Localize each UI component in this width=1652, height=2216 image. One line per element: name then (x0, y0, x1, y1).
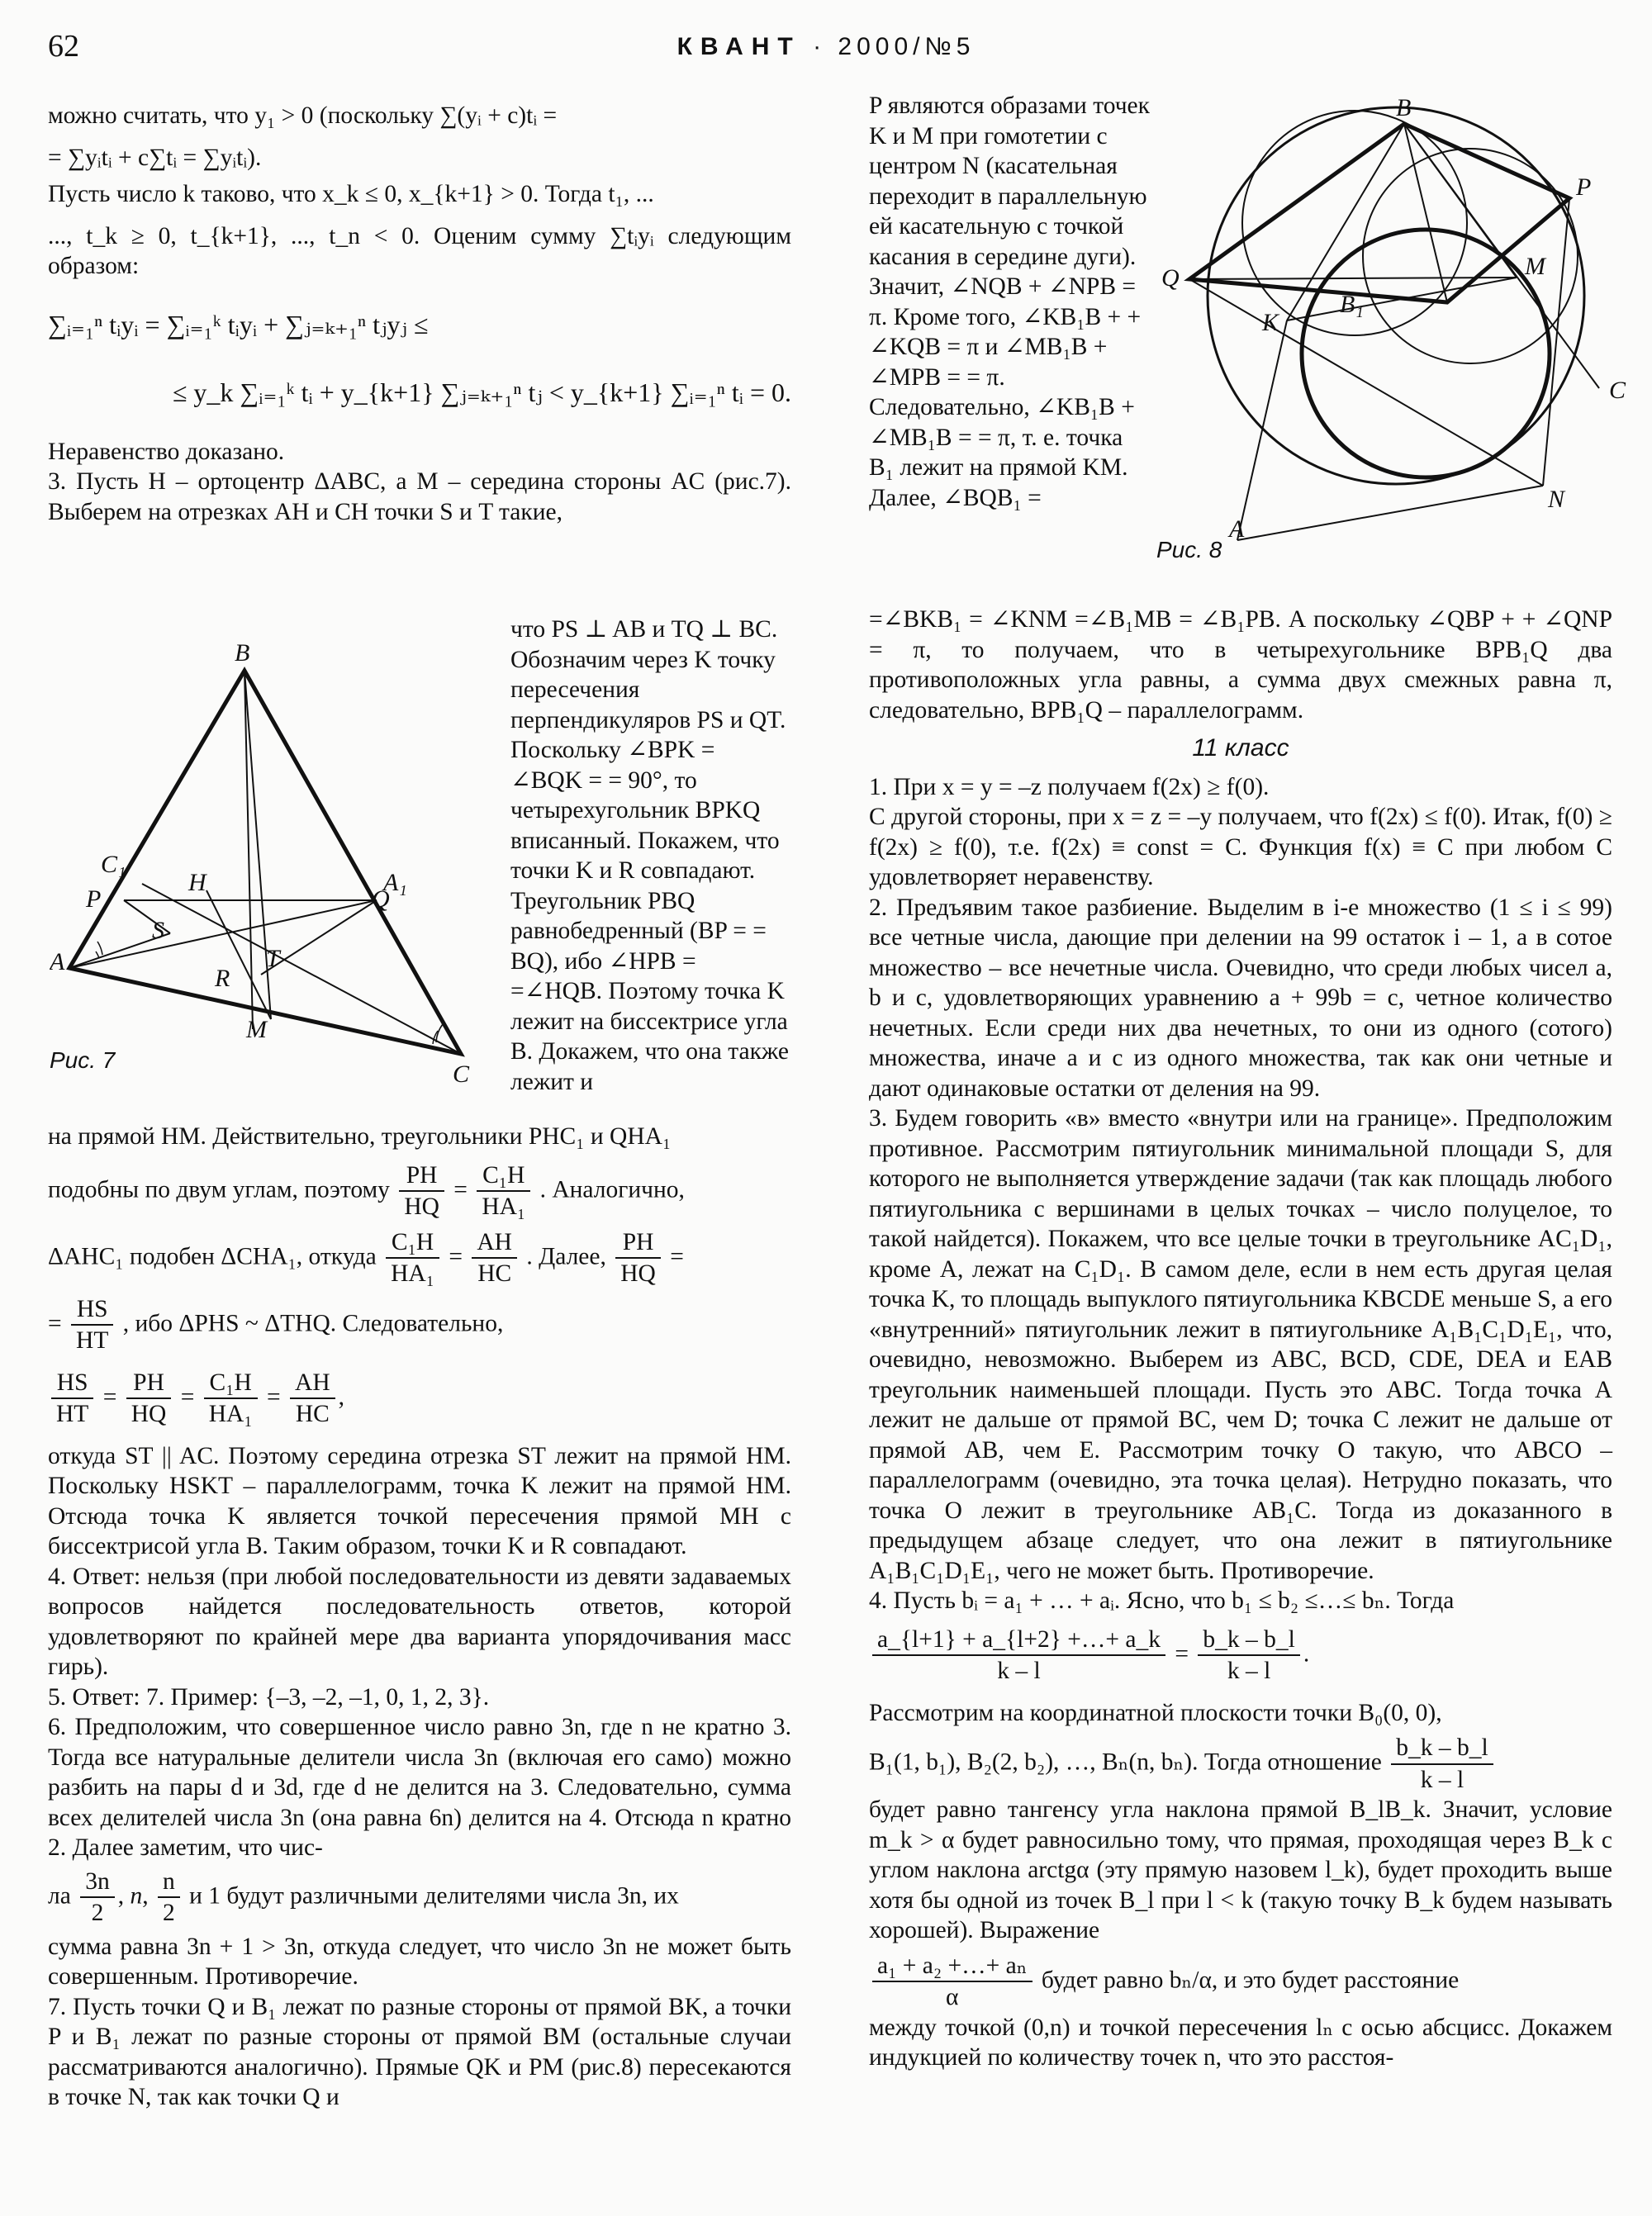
left-wrap-paragraph: что PS ⊥ AB и TQ ⊥ BC. Обозначим через K точку пересечения перпендикуляров PS и QT. Поскольку ∠BPK = ∠BQK = = 90°, то четырехугольник BPKQ вписанный. Покажем, что точки K и R совпадают. Треугольник PBQ равнобедренный (BP = = BQ), ибо ∠HPB = =∠HQB. Поэтому точка K лежит на биссектрисе угла B. Докажем, что она также лежит и (510, 616, 790, 1095)
line-bc (1404, 124, 1599, 388)
left-column (48, 101, 791, 527)
fig7-caption: Рис. 7 (50, 1047, 116, 1073)
ratio-numerator: C₁H (204, 1368, 258, 1400)
equation-ratios: $\frac{HS}{HT}$ = $\frac{PH}{HQ}$ = $\frac{\text{C₁H}}{\text{HA₁}}$ = $\frac{AH}{HC}$ , (48, 1368, 791, 1430)
fig8-caption: Рис. 8 (1156, 537, 1222, 562)
figure-8-circles (1156, 91, 1635, 553)
fraction-denominator: α (946, 1984, 959, 2010)
angle-mark-c2 (436, 1024, 443, 1042)
ratio-3 (204, 1368, 258, 1430)
left-p8-text: подобны по двум углам, поэтому (48, 1175, 390, 1203)
left-paragraph-6: 3. Пусть H – ортоцентр ΔABC, а M – середина стороны AC (рис.7). Выберем на отрезках AH и CH точки S и T такие, (48, 468, 791, 525)
left-p9-text: ΔAHC₁ подобен ΔCHA₁, откуда (48, 1242, 377, 1269)
fig7-label-h: H (188, 869, 206, 896)
left-paragraph-4: ..., t_k ≥ 0, t_{k+1}, ..., t_n < 0. Оценим сумму ∑tᵢyᵢ следующим образом: (48, 222, 791, 279)
fraction-numerator: b_k – b_l (1198, 1625, 1299, 1657)
left-paragraph-3: Пусть число k таково, что x_k ≤ 0, x_{k+1} > 0. Тогда t₁, ... (48, 181, 654, 207)
left-paragraph-12: 4. Ответ: нельзя (при любой последовательности из девяти задаваемых вопросов найдется последовательность ответов, которой удовлетворяют по крайней мере два варианта упорядочивания масс гирь). (48, 1563, 791, 1680)
fraction-c1h-ha1 (477, 1160, 530, 1222)
left-paragraph-9: ΔAHC₁ подобен ΔCHA₁, откуда $\frac{\text{C₁H}}{\text{HA₁}}$ = $\frac{AH}{HC}$ . Далее, $\frac{PH}{HQ}$ = (48, 1227, 791, 1289)
ratio-denominator: HQ (131, 1401, 167, 1427)
right-paragraph-6: 4. Пусть bᵢ = a₁ + … + aᵢ. Ясно, что b₁ ≤ b₂ ≤…≤ bₙ. Тогда (869, 1587, 1455, 1614)
fig8-label-q: Q (1161, 264, 1180, 292)
ratio-denominator: HA₁ (208, 1401, 253, 1427)
fraction-3n-2 (80, 1867, 115, 1929)
journal-issue: · 2000/№5 (813, 33, 976, 60)
left-paragraph-8: подобны по двум углам, поэтому $\frac{PH}{HQ}$ = $\frac{\text{C₁H}}{\text{HA₁}}$ . Аналогично, (48, 1160, 791, 1222)
journal-name: КВАНТ (676, 33, 801, 60)
fig8-label-p: P (1576, 173, 1592, 201)
right-paragraph-11: между точкой (0,n) и точкой пересечения lₙ с осью абсцисс. Докажем индукцией по количеству точек n, что это расстоя- (869, 2014, 1612, 2071)
fraction-numerator: 3n (80, 1867, 115, 1899)
fraction-denominator: 2 (91, 1900, 104, 1926)
line-an (1237, 486, 1543, 540)
fraction-numerator: PH (399, 1160, 444, 1193)
fig7-label-a: A (50, 948, 65, 975)
right-paragraph-10 (869, 1951, 1612, 2013)
ratio-4 (290, 1368, 335, 1430)
right-p8-text: B₁(1, b₁), B₂(2, b₂), …, Bₙ(n, bₙ). Тогда отношение (869, 1749, 1382, 1776)
ratio-numerator: HS (51, 1368, 93, 1400)
right-paragraph-9: будет равно тангенсу угла наклона прямой B_lB_k. Значит, условие m_k > α будет равносильно тому, что прямая, проходящая через B_k с углом наклона arctgα (эту прямую назовем l_k), будет проходить выше хотя бы одной из точек B_l при l < k (такую точку B_k будем называть хорошей). Выражение (869, 1796, 1612, 1943)
angle-mark-a2 (97, 942, 102, 955)
left-paragraph-1: можно считать, что y₁ > 0 (поскольку ∑(yᵢ + c)tᵢ = (48, 102, 558, 129)
fig8-wrap-text (869, 91, 1150, 513)
right-column (869, 605, 1612, 2073)
fig8-label-n: N (1548, 486, 1565, 513)
fraction-hs-ht (71, 1294, 113, 1356)
equation-sum-2: ≤ y_k ∑ᵢ₌₁ᵏ tᵢ + y_{k+1} ∑ⱼ₌ₖ₊₁ⁿ tⱼ < y_{k+1} ∑ᵢ₌₁ⁿ tᵢ = 0. (172, 377, 791, 407)
fraction-denominator: HA₁ (482, 1193, 526, 1220)
fig8-label-k: K (1262, 309, 1279, 336)
left-p8-tail: . Аналогично, (539, 1175, 685, 1203)
left-p15-text: ла (48, 1881, 71, 1909)
equation-sum-1: ∑ᵢ₌₁ⁿ tᵢyᵢ = ∑ᵢ₌₁ᵏ tᵢyᵢ + ∑ⱼ₌ₖ₊₁ⁿ tⱼyⱼ ≤ (48, 309, 429, 339)
ratio-1 (51, 1368, 93, 1430)
fraction-numerator: HS (71, 1294, 113, 1326)
ratio-numerator: AH (290, 1368, 335, 1400)
equation-ratio: $\frac{a\_\{l+1\} + a\_\{l+2\} +\dots+ a\_k}{k - l}$ = $\frac{b\_k - b\_l}{k - l}$ . (869, 1625, 1612, 1687)
right-paragraph-4: 2. Предъявим такое разбиение. Выделим в i-е множество (1 ≤ i ≤ 99) все четные числа, дающие при делении на 99 остаток i – 1, а в сотое множество – все нечетные числа. Очевидно, что среди любых чисел a, b и c, удовлетворяющих уравнению a + 99b = c, четное количество нечетных. Если среди них два нечетных, то они из одного (сотого) множества, иначе a и c из одного множества, так как они четные и дают одинаковые остатки от деления на 99. (869, 894, 1612, 1102)
fraction-c1h-ha1-b (386, 1227, 439, 1289)
left-paragraph-11: откуда ST || AC. Поэтому середина отрезка ST лежит на прямой HM. Поскольку HSKT – параллелограмм, точка K лежит на прямой HM. Отсюда точка K является точкой пересечения прямой MH с биссектрисой угла B. Таким образом, точки K и R совпадают. (48, 1442, 791, 1559)
fraction-denominator: HT (76, 1327, 109, 1354)
right-paragraph-5: 3. Будем говорить «в» вместо «внутри или на границе». Предположим противное. Рассмотрим пятиугольник минимальной площади S, для которого не выполняется утверждение задачи (так как площадь любого пятиугольника с вершинами в целых точках – число полуцелое, то такой найдется). Покажем, что все целые точки в треугольнике AC₁D₁, кроме A, лежат на C₁D₁. В самом деле, если в нем есть другая целая точка K, то площадь выпуклого пятиугольника KBCDE меньше S, а его «внутренний» пятиугольник лежит в пятиугольнике A₁B₁C₁D₁E₁, что, очевидно, невозможно. Выберем из ABC, BCD, CDE, DEA и EAB треугольник наименьшей площади. Пусть это ABC. Тогда точка A лежит не дальше от прямой BC, чем D; точка C лежит не дальше от прямой AB, чем E. Рассмотрим точку O такую, что ABCO – параллелограмм (очевидно, эта точка целая). Нетрудно показать, что точка O лежит в треугольнике AB₁C. Тогда из доказанного в предыдущем абзаце следует, что она лежит в пятиугольнике A₁B₁C₁D₁E₁, чего не может быть. Противоречие. (869, 1105, 1612, 1584)
left-paragraph-14: 6. Предположим, что совершенное число равно 3n, где n не кратно 3. Тогда все натуральные делители числа 3n (включая его само) можно разбить на пары d и 3d, где d не делится на 3. Следовательно, сумма всех делителей числа 3n (она равна 6n) делится на 4. Отсюда n кратно 2. Далее заметим, что чис- (48, 1714, 791, 1861)
ratio-numerator: PH (126, 1368, 172, 1400)
fig7-label-c: C (453, 1061, 470, 1088)
left-paragraph-13: 5. Ответ: 7. Пример: {–3, –2, –1, 0, 1, 2, 3}. (48, 1683, 490, 1711)
ratio-denominator: HT (56, 1401, 89, 1427)
fraction-numerator: AH (472, 1227, 517, 1260)
fig8-label-a: A (1229, 515, 1245, 543)
fraction-denominator: k – l (1420, 1766, 1464, 1793)
ratio-2 (126, 1368, 172, 1430)
parallelogram-bpb1q (1189, 124, 1569, 302)
page-number: 62 (48, 29, 79, 64)
section-title: 11 класс (1192, 734, 1289, 762)
altitude-aa1 (69, 900, 377, 968)
fig7-label-m: M (246, 1016, 267, 1043)
fraction-ph-hq (399, 1160, 444, 1222)
fraction-ah-hc (472, 1227, 517, 1289)
fraction-denominator: 2 (162, 1900, 175, 1926)
fraction-numerator: a_{l+1} + a_{l+2} +…+ a_k (872, 1625, 1165, 1657)
page-header (48, 28, 1604, 69)
left-column-continued (48, 1122, 791, 2113)
fraction-numerator: b_k – b_l (1391, 1733, 1493, 1765)
fraction-numerator: PH (615, 1227, 661, 1260)
fig7-label-s: S (152, 917, 164, 944)
fraction-sum-alpha (872, 1951, 1032, 2013)
fig8-label-b: B (1396, 94, 1412, 121)
right-paragraph-8 (869, 1733, 1612, 1795)
left-p9-tail: . Далее, (526, 1242, 606, 1269)
left-paragraph-2: = ∑yᵢtᵢ + c∑tᵢ = ∑yᵢtᵢ). (48, 144, 262, 171)
right-wrap-paragraph: P являются образами точек K и M при гомотетии с центром N (касательная переходит в параллельную ей касательную с точкой касания в середине дуги). Значит, ∠NQB + ∠NPB = π. Кроме того, ∠KB₁B + + ∠KQB = π и ∠MB₁B + ∠MPB = = π. Следовательно, ∠KB₁B + ∠MB₁B = = π, т. е. точка B₁ лежит на прямой KM. Далее, ∠BQB₁ = (869, 93, 1150, 511)
fig8-label-m: M (1525, 253, 1545, 280)
fraction-sum-a (872, 1625, 1165, 1687)
right-paragraph-1: =∠BKB₁ = ∠KNM =∠B₁MB = ∠B₁PB. А поскольку ∠QBP + + ∠QNP = π, то получаем, что в четырехугольнике BPB₁Q два противоположных угла равны, а сумма двух смежных равна π, следовательно, BPB₁Q – параллелограмм. (869, 606, 1612, 724)
fig7-label-b: B (235, 639, 250, 667)
ratio-denominator: HC (295, 1401, 330, 1427)
fraction-numerator: C₁H (477, 1160, 530, 1193)
left-paragraph-5: Неравенство доказано. (48, 438, 285, 465)
left-paragraph-15: ла $\frac{3n}{2}$ , n, $\frac{n}{2}$ и 1 будут различными делителями числа 3n, их (48, 1867, 791, 1929)
fraction-denominator: k – l (997, 1658, 1041, 1684)
fraction-denominator: HQ (404, 1193, 439, 1220)
line-ka (1237, 320, 1287, 540)
right-p10-text: будет равно bₙ/α, и это будет расстояние (1041, 1966, 1460, 1993)
left-paragraph-16: сумма равна 3n + 1 > 3n, откуда следует, что число 3n не может быть совершенным. Противоречие. (48, 1933, 791, 1990)
fig7-label-p: P (86, 885, 102, 913)
left-paragraph-17: 7. Пусть точки Q и B₁ лежат по разные стороны от прямой BK, а точки P и B₁ лежат по разные стороны от прямой BM (остальные случаи рассматриваются аналогично). Прямые QK и PM (рис.8) пересекаются в точке N, так как точки Q и (48, 1993, 791, 2110)
fig7-label-c1: C₁ (101, 851, 126, 878)
fig8-label-c: C (1609, 377, 1626, 404)
right-paragraph-7: Рассмотрим на координатной плоскости точки B₀(0, 0), (869, 1699, 1442, 1726)
line-qm (1189, 278, 1517, 279)
line-qn (1189, 279, 1543, 486)
left-paragraph-7: на прямой HM. Действительно, треугольники PHC₁ и QHA₁ (48, 1123, 672, 1150)
triangle-abc (69, 671, 461, 1054)
fig8-label-b1: B₁ (1340, 291, 1364, 318)
fraction-denominator: k – l (1227, 1658, 1271, 1684)
fraction-slope (1391, 1733, 1493, 1795)
fig7-label-r: R (215, 965, 230, 992)
figure-7-triangle (50, 628, 496, 1090)
journal-title (48, 33, 1604, 61)
fraction-ph-hq-b (615, 1227, 661, 1289)
left-paragraph-10: = $\frac{HS}{HT}$ , ибо ΔPHS ~ ΔTHQ. Следовательно, (48, 1294, 791, 1356)
angle-mark-a1 (96, 951, 99, 958)
fraction-numerator: C₁H (386, 1227, 439, 1260)
fig7-wrap-text (510, 615, 791, 1097)
fig7-label-t: T (266, 945, 280, 972)
fraction-denominator: HA₁ (391, 1260, 434, 1287)
fraction-numerator: a₁ + a₂ +…+ aₙ (872, 1951, 1032, 1983)
fraction-bk-bl (1198, 1625, 1299, 1687)
fraction-numerator: n (158, 1867, 180, 1899)
right-paragraph-2: 1. При x = y = –z получаем f(2x) ≥ f(0). (869, 773, 1270, 800)
left-p10-text: , ибо ΔPHS ~ ΔTHQ. Следовательно, (122, 1309, 504, 1336)
fraction-n-2 (158, 1867, 180, 1929)
fig7-label-a1: A₁ (383, 869, 407, 896)
fraction-denominator: HQ (620, 1260, 656, 1287)
left-p15-tail: и 1 будут различными делителями числа 3n, их (189, 1881, 679, 1909)
right-paragraph-3: С другой стороны, при x = z = –y получаем, что f(2x) ≤ f(0). Итак, f(0) ≥ f(2x) ≥ f(0), т.е. f(2x) ≡ const = C. Функция f(x) ≡ C при любом C удовлетворяет неравенству. (869, 804, 1612, 890)
fraction-denominator: HC (477, 1260, 512, 1287)
fig7-label-q: Q (372, 885, 390, 913)
